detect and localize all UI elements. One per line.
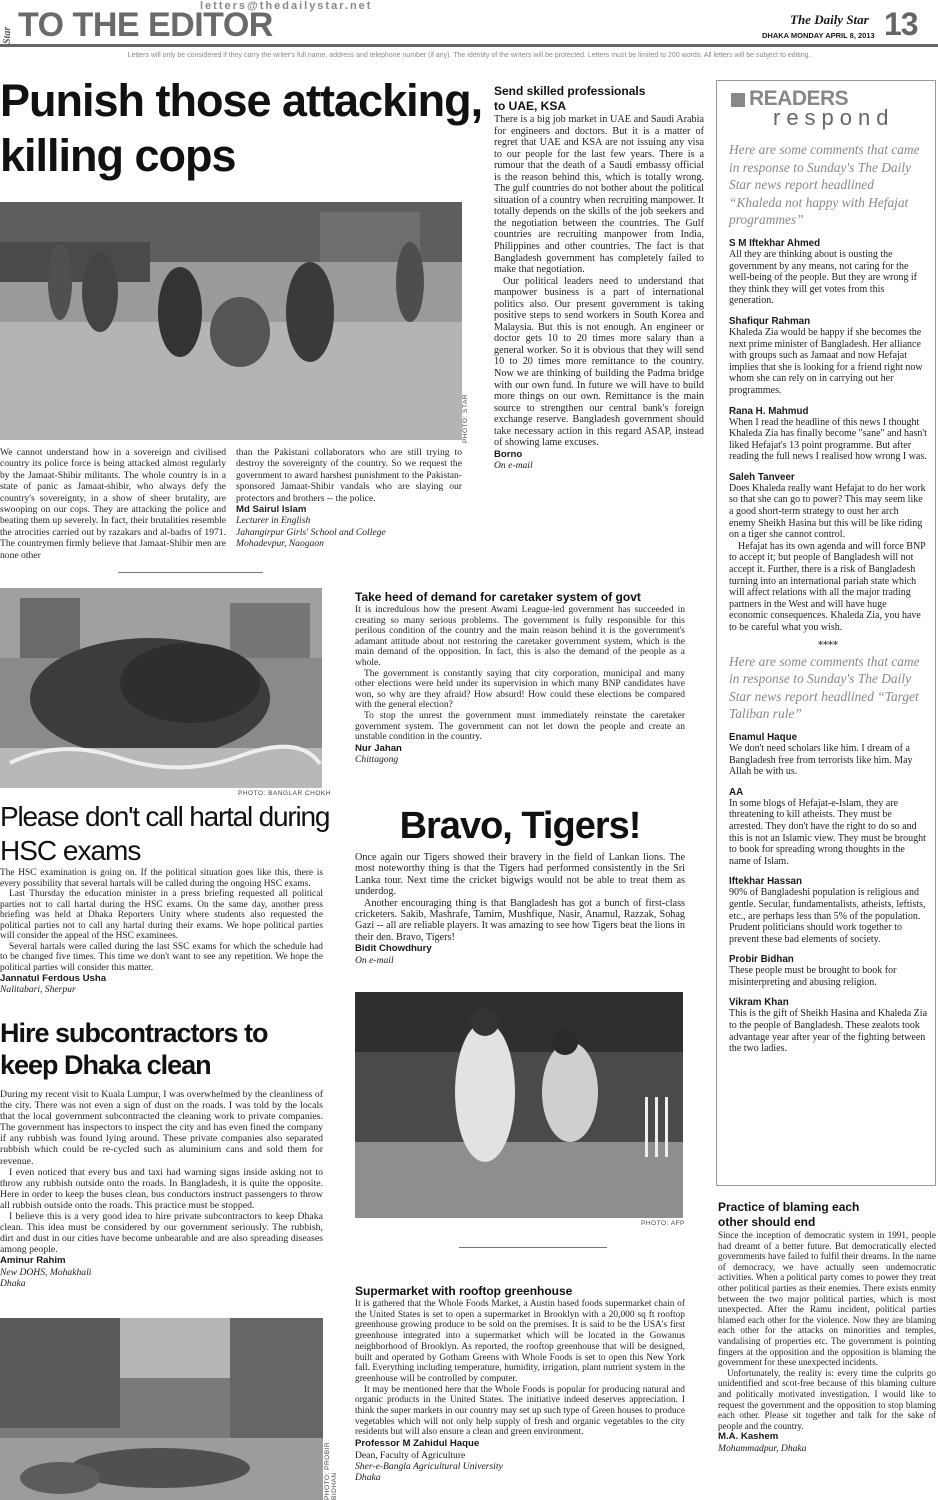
cricket-photo xyxy=(355,992,683,1218)
supermarket-headline: Supermarket with rooftop greenhouse xyxy=(355,1284,573,1298)
masthead-rule xyxy=(0,44,938,47)
comment-author: Saleh Tanveer xyxy=(729,471,795,483)
tigers-location: On e-mail xyxy=(355,954,394,966)
caretaker-paragraph: It is incredulous how the present Awami League-led government has succeeded in creating so many serious problems. The government is fully responsible for this perilous condition of the country and the main reason behind it is the government's adamant attitude about not restoring the caretaker government system, which is the main demand of the opposition. In fact, this is also the demand of the people as a whole. xyxy=(355,605,685,668)
comment-author: Shafiqur Rahman xyxy=(729,315,811,327)
supermarket-author: Professor M Zahidul Haque xyxy=(355,1438,480,1450)
skilled-letter xyxy=(494,84,704,472)
comment-text: Does Khaleda really want Hefajat to do her work so that she can go to power? This may seem like a good short-term strategy to oust her arch enemy Sheikh Hasina but this will be like riding on a tiger she cannot control. xyxy=(729,482,926,541)
fire-photo-credit: PHOTO: BANGLAR CHOKH xyxy=(238,790,331,797)
skilled-headline-line2: to UAE, KSA xyxy=(494,99,566,113)
tigers-headline: Bravo, Tigers! xyxy=(399,805,641,847)
readers-comments-khaleda xyxy=(729,238,927,634)
lead-headline-line1: Punish those attacking, xyxy=(0,75,483,126)
page-number: 13 xyxy=(884,6,918,42)
comment-text: 90% of Bangladeshi population is religious and gentle. Secular, fundamentalists, atheists, leftists, etc., are perhaps less than 5% of the population. Prudent politicians should work together to prevent these bad elements of society. xyxy=(729,887,926,945)
tigers-body xyxy=(355,852,685,943)
comment xyxy=(729,876,927,945)
hsc-paragraph: Last Thursday the education minister in a press briefing requested all political parties not to call hartal during the HSC exams. On the same day, another press briefing was held at Dhaka Reporters Unity where students also requested the political parties not to call any hartal during their exams. We hope political parties will consider the appeal of the HSC examinees. xyxy=(0,889,323,941)
lead-headline-line2: killing cops xyxy=(0,130,236,181)
blaming-letter xyxy=(718,1200,936,1454)
caretaker-body xyxy=(355,605,685,743)
masthead xyxy=(0,0,938,62)
comment-text: When I read the headline of this news I thought Khaleda Zia has finally become "sane" and hasn't liked Hefajat's 13 point programme. But after reading the full news I realised how wrong I was. xyxy=(729,416,927,463)
hsc-headline-line2: HSC exams xyxy=(0,835,141,866)
section-title: TO THE EDITOR xyxy=(18,6,273,44)
fire-photo-scene xyxy=(0,588,322,788)
readers-subtitle: respond xyxy=(773,105,895,130)
blaming-paragraph: Since the inception of democratic system in 1991, people had dreamt of a better future. But democratically elected governments have failed to fulfil their dreams. In the name of democracy, we have actually seen undemocratic activities. When a political party comes to power they treat other political parties as their enemies. There exists enmity between the two major political parties, which is most unexpected. After the Ramu incident, political parties blamed each other for the violence. Now they are blaming each other for the attacks on minorities and temples, vandalising of properties etc. The government is pointing fingers at the opposition and the opposition is blaming the government for these unexpected incidents. xyxy=(718,1230,936,1368)
readers-inner xyxy=(729,141,927,1055)
cricket-photo-credit: PHOTO: AFP xyxy=(641,1220,685,1227)
comment xyxy=(729,787,927,868)
readers-title: READERS xyxy=(749,87,849,110)
supermarket-location: Sher-e-Bangla Agricultural University xyxy=(355,1460,503,1472)
lead-location: Jahangirpur Girls' School and College xyxy=(236,526,386,538)
dhaka-clean-headline-line1: Hire subcontractors to xyxy=(0,1018,268,1048)
tigers-letter xyxy=(355,800,685,966)
skilled-paragraph: There is a big job market in UAE and Saudi Arabia for engineers and doctors. But it is a matter of regret that UAE and KSA are not issuing any visa to our people for the last few years. There is a rumour that the death of a Saudi embassy official is the reason behind this, which is totally wrong. The gulf countries do not bother about the political situation of a country when recruiting manpower. It totally depends on the skills of the job seekers and the negotiation between the countries. The Gulf countries are recruiting manpower from India, Philippines and other countries. The fact is that Bangladesh government has completely failed to make that negotiation. xyxy=(494,114,704,276)
skilled-headline-line1: Send skilled professionals xyxy=(494,84,646,98)
supermarket-paragraph: It is gathered that the Whole Foods Market, a Austin based foods supermarket chain of the United States is set to open a supermarket in Brooklyn with a 20,000 sq ft rooftop greenhouse growing produce to be sold on the premises. It is said to be the USA's first greenhouse integrated into a supermarket which will be located in the Gowanus neighborhood of Brooklyn. As reported, the rooftop greenhouse that will be designed, built and operated by Gotham Greens with Whole Foods is set to open this New York fall. Everything including temperature, humidity, irrigation, plant nutrient system in the greenhouse will be controlled by computer. xyxy=(355,1299,685,1384)
lead-paragraph: We cannot understand how in a sovereign and civilised country its police force is being attacked almost regularly by the Jamaat-Shibir militants. The whole country is in a state of panic as Jamaat-shibir, who always defy the country's sovereignty, in a show of sheer brutality, are swooping on our cops. They are attacking the police and beating them up severely. In fact, their brutalities resemble the atrocities carried out by razakars and al-badrs of 1971. The countrymen firmly believe that Jamaat-Shibir men are none other xyxy=(0,447,226,561)
comment xyxy=(729,997,927,1054)
caretaker-paragraph: To stop the unrest the government must immediately reinstate the caretaker government system. The government can not let down the people and create an unstable condition in the country. xyxy=(355,710,685,743)
comment-author: Rana H. Mahmud xyxy=(729,405,809,417)
garbage-photo-scene xyxy=(0,1318,323,1500)
skilled-author: Borno xyxy=(494,448,523,460)
blaming-author: M.A. Kashem xyxy=(718,1431,779,1443)
comment xyxy=(729,472,927,634)
readers-respond-box xyxy=(716,80,936,1186)
supermarket-paragraph: It may be mentioned here that the Whole Foods is popular for producing natural and organic products in the United States. The initiative indeed deserves appreciation. I think the super markets in our country may set up such type of Green houses to produce vegetables which will not only help supply of fresh and organic vegetables to the city residents but will also ensure a clean and green environment. xyxy=(355,1384,685,1438)
lead-body-col1 xyxy=(0,447,226,561)
comment-author: Vikram Khan xyxy=(729,997,789,1009)
blaming-headline-line1: Practice of blaming each xyxy=(718,1200,860,1214)
lead-location: Lecturer in English xyxy=(236,515,311,527)
lead-letter xyxy=(0,74,483,574)
paper-name: The Daily Star xyxy=(790,12,869,27)
skilled-paragraph: Our political leaders need to understand that manpower business is a part of international politics also. Our present government is taking positive steps to send workers in South Korea and Malaysia. But this is not enough. An engineer or doctor gets 10 to 20 times more salary than a general worker. So it is obvious that they will send 10 to 20 times more remittance to the country. Now we are thinking of building the Padma bridge with our own fund. In future we will have to build more things on our own. Remittance is the main source to strengthen our central bank's foreign exchange reserve. Bangladesh government should take necessary action in this regard ASAP, instead of showing lame excuses. xyxy=(494,275,704,449)
hsc-body xyxy=(0,868,323,973)
blaming-location: Mohammadpur, Dhaka xyxy=(718,1442,807,1454)
comment-text: We don't need scholars like him. I dream of a Bangladesh free from terrorists like him. May Allah be with us. xyxy=(729,742,913,778)
comment-text: These people must be brought to book for misinterpreting and abusing religion. xyxy=(729,965,897,988)
dhaka-clean-headline-line2: keep Dhaka clean xyxy=(0,1050,211,1080)
hsc-paragraph: Several hartals were called during the last SSC exams for which the schedule had to be changed five times. This time we don't want to see any repetition. We hope the political parties will consider this matter. xyxy=(0,941,323,973)
street-garbage-photo xyxy=(0,1318,323,1500)
dhaka-clean-paragraph: I even noticed that every bus and taxi had warning signs inside asking not to throw any rubbish outside onto the roads. In Bangladesh, it is quite the opposite. Here in order to keep the buses clean, bus conductors instruct passengers to throw all rubbish outside onto the roads. This practice must be stopped. xyxy=(0,1166,323,1211)
blaming-body xyxy=(718,1230,936,1431)
comment-text: All they are thinking about is ousting the government by any means, not caring for the well-being of the people. But they are wrong if they think they will get votes from this generation. xyxy=(729,248,917,307)
readers-comments-taliban xyxy=(729,732,927,1055)
comment-text: Khaleda Zia would be happy if she becomes the next prime minister of Bangladesh. Her alliance with groups such as Jamaat and now Hefajat implies that she is looking for a friend right now whom she can rely on in carrying out her programmes. xyxy=(729,326,923,396)
comment-text: Hefajat has its own agenda and will force BNP to accept it; but people of Bangladesh will not accept it. Further, there is a risk of Bangladesh turning into an international pariah state which will affect relations with all the major trading partners in the West and will have huge economic consequences. Khaleda Zia, you have to be careful what you wish. xyxy=(729,540,926,633)
lead-photo-police-attack xyxy=(0,202,462,440)
tigers-paragraph: Another encouraging thing is that Bangladesh has got a bunch of first-class cricketers. Sakib, Mashrafe, Tamim, Mushfique, Nasir, Anamul, Razzak, Sohag Gazi -- all are reliable players. It was amazing to see how Tigers beat the lions in their den. Bravo, Tigers! xyxy=(355,897,685,943)
lead-paragraph: than the Pakistani collaborators who are still trying to destroy the sovereignty of the country. So we request the government to award harshest punishment to the Pakistan-sponsored Jamaat-Shibir vandals who are slaying our protectors and brothers -- the police. xyxy=(236,447,462,504)
caretaker-headline: Take heed of demand for caretaker system of govt xyxy=(355,590,641,604)
dhaka-clean-paragraph: I believe this is a very good idea to hire private subcontractors to keep Dhaka clean. This idea must be considered by our government seriously. The rubbish, dirt and dust in our cities have become unbearable and are also spreading diseases among people. xyxy=(0,1211,323,1256)
supermarket-letter xyxy=(355,1284,685,1484)
supermarket-body xyxy=(355,1299,685,1438)
dhaka-clean-author: Aminur Rahim xyxy=(0,1255,66,1267)
dhaka-clean-location: Dhaka xyxy=(0,1278,26,1290)
blaming-paragraph: Unfortunately, the reality is: every time the culprits go unidentified and scot-free because of this blaming culture and politically motivated investigation. I would like to request the government and the opposition to stop blaming each other. Please sit together and talk for the sake of people and the country. xyxy=(718,1367,936,1431)
caretaker-author: Nur Jahan xyxy=(355,742,402,754)
caretaker-letter xyxy=(355,590,685,766)
comment-text: This is the gift of Sheikh Hasina and Khaleda Zia to the people of Bangladesh. These zealots took advantage year after year of the fighting between the two ladies. xyxy=(729,1008,928,1055)
street-fire-photo xyxy=(0,588,322,788)
dhaka-clean-body xyxy=(0,1089,323,1255)
tigers-author: Bidit Chowdhury xyxy=(355,943,432,955)
dhaka-clean-paragraph: During my recent visit to Kuala Lumpur, I was overwhelmed by the cleanliness of the city. There was not even a sign of dust on the roads. I was told by the locals that the local government subcontracted the cleaning work to private companies. The government has inspectors to inspect the city and has even fined the company if any rubbish was found lying around. These private companies also separated rubbish which could be re-cycled such as aluminium cans and sold them for revenue. xyxy=(0,1089,323,1167)
skilled-location: On e-mail xyxy=(494,460,533,472)
section-logo: Star xyxy=(2,26,13,44)
letters-policy: Letters will only be considered if they carry the writer's full name, address and telephone number (if any). The identity of the writers will be protected. Letters must be limited to 200 words. All letters will be subject to editing. xyxy=(127,52,811,59)
lead-photo-credit: PHOTO: STAR xyxy=(462,394,469,443)
comment-author: Iftekhar Hassan xyxy=(729,876,802,888)
comment xyxy=(729,406,927,463)
cricket-photo-scene xyxy=(355,992,683,1218)
comment xyxy=(729,954,927,988)
caretaker-location: Chittagong xyxy=(355,754,399,766)
hsc-headline-line1: Please don't call hartal during xyxy=(0,801,330,832)
caretaker-paragraph: The government is constantly saying that city corporation, municipal and many other elections were held under its supervision in which many BNP candidates have won, so why are they afraid? How absurd! How could these elections be compared with the general election? xyxy=(355,668,685,711)
blaming-headline-line2: other should end xyxy=(718,1215,816,1229)
comment-author: AA xyxy=(729,786,744,798)
dateline: DHAKA MONDAY APRIL 8, 2013 xyxy=(762,31,875,40)
hsc-letter xyxy=(0,800,330,996)
skilled-body xyxy=(494,114,704,449)
comment-author: Probir Bidhan xyxy=(729,954,794,966)
readers-square-icon xyxy=(731,93,745,107)
supermarket-location: Dhaka xyxy=(355,1472,381,1484)
dhaka-clean-location: New DOHS, Mohakhali xyxy=(0,1266,92,1278)
comment xyxy=(729,732,927,778)
comment xyxy=(729,238,927,307)
readers-intro-khaleda: Here are some comments that came in response to Sunday's The Daily Star news report headlined “Khaleda not happy with Hefajat programmes” xyxy=(729,142,920,228)
comment-text: In some blogs of Hefajat-e-Islam, they are threatening to kill atheists. They must be arrested. They don't have the right to do so and this is not an Islamic view. They must be brought to book for spreading wrong thoughts in the name of Islam. xyxy=(729,797,926,867)
contact-email[interactable]: letters@thedailystar.net xyxy=(200,0,373,12)
hsc-location: Nalitabari, Sherpur xyxy=(0,984,76,996)
hsc-paragraph: The HSC examination is going on. If the political situation goes like this, there is every possibility that several hartals will be called during the ongoing HSC exams. xyxy=(0,868,323,889)
divider xyxy=(118,572,263,573)
comment-author: S M Iftekhar Ahmed xyxy=(729,237,821,249)
readers-intro-taliban: Here are some comments that came in response to Sunday's The Daily Star news report headlined “Target Taliban rule” xyxy=(729,653,920,722)
lead-photo-scene xyxy=(0,202,462,440)
lead-location: Mohadevpur, Naogaon xyxy=(236,538,324,550)
lead-body-col2 xyxy=(236,447,462,550)
lead-author: Md Sairul Islam xyxy=(236,504,307,516)
comment-author: Enamul Haque xyxy=(729,731,798,743)
divider xyxy=(459,1247,607,1248)
supermarket-location: Dean, Faculty of Agriculture xyxy=(355,1449,466,1461)
dhaka-clean-letter xyxy=(0,1017,323,1290)
comments-separator: **** xyxy=(818,639,838,651)
comment xyxy=(729,316,927,397)
garbage-photo-credit: PHOTO: PROBIR BIDHAN xyxy=(324,1441,338,1500)
hsc-author: Jannatul Ferdous Usha xyxy=(0,973,107,984)
tigers-paragraph: Once again our Tigers showed their bravery in the field of Lankan lions. The most noteworthy thing is that the Tigers had performed consistently in the Sri Lanka tour. Next time the cricket bigwigs would not be able to treat them as underdog. xyxy=(355,852,685,898)
